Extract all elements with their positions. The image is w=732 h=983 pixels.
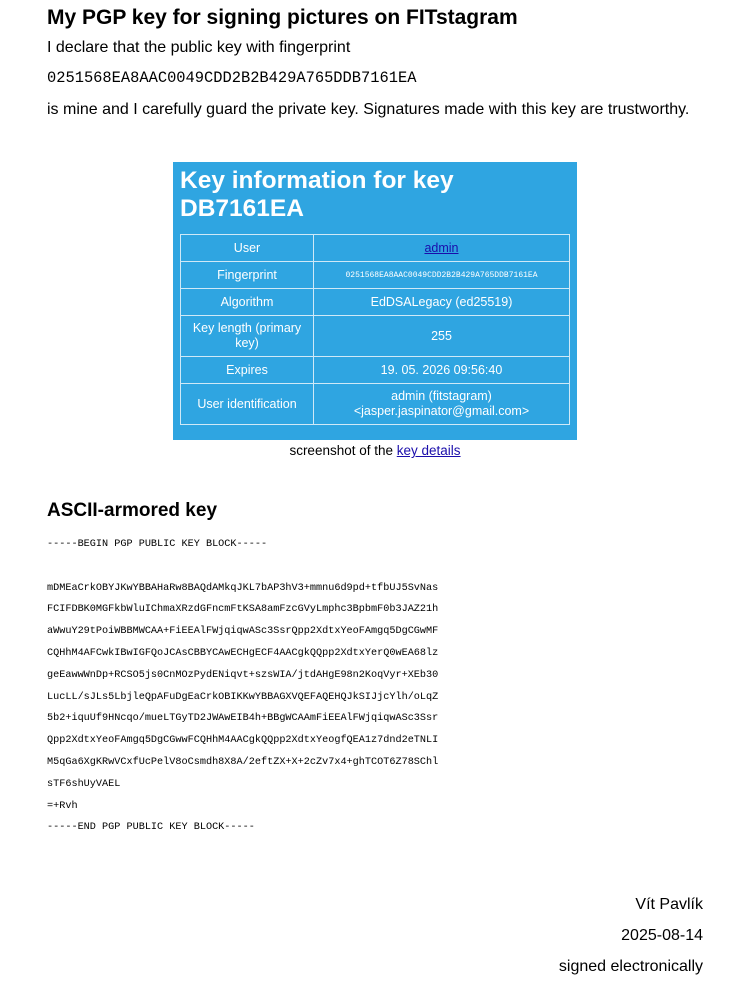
signature-note: signed electronically [558, 958, 703, 975]
row-value-user-identification [314, 384, 570, 425]
key-details-link[interactable]: key details [396, 443, 461, 458]
signature-date: 2025-08-14 [621, 927, 703, 944]
table-row-fingerprint [181, 262, 570, 289]
table-row-algorithm [181, 289, 570, 316]
ascii-armor-heading: ASCII-armored key [47, 500, 218, 521]
armor-line: M5qGa6XgKRwVCxfUcPelV8oCsmdh8X8A/2eftZX+X+2cZv7x4+ghTCOT6Z78SChl [47, 756, 439, 768]
user-link[interactable]: admin [424, 240, 459, 255]
armor-line: -----BEGIN PGP PUBLIC KEY BLOCK----- [47, 539, 268, 550]
fingerprint-text: 0251568EA8AAC0049CDD2B2B429A765DDB7161EA [47, 69, 417, 87]
armor-line: 5b2+iquUf9HNcqo/mueLTGyTD2JWAwEIB4h+BBgWCAAmFiEEAlFWjqiqwASc3Ssr [47, 713, 439, 725]
ascii-armored-key [47, 534, 438, 839]
declaration-text: I declare that the public key with fingerprint [47, 39, 351, 56]
row-label-user: User [181, 235, 314, 262]
page-title: My PGP key for signing pictures on FITstagram [47, 6, 518, 29]
row-label-key-length: Key length (primary key) [181, 316, 314, 357]
caption-text: screenshot of the [289, 443, 397, 458]
figure-caption [173, 443, 577, 458]
user-id-email: <jasper.jaspinator@gmail.com> [353, 404, 530, 418]
signature-name: Vít Pavlík [635, 896, 703, 913]
row-value-key-length: 255 [314, 316, 570, 357]
armor-line: -----END PGP PUBLIC KEY BLOCK----- [47, 822, 255, 834]
row-value-fingerprint: 0251568EA8AAC0049CDD2B2B429A765DDB7161EA [314, 262, 570, 289]
table-row-expires [181, 357, 570, 384]
armor-line: =+Rvh [47, 800, 78, 812]
armor-line: mDMEaCrkOBYJKwYBBAHaRw8BAQdAMkqJKL7bAP3hV3+mmnu6d9pd+tfbUJ5SvNas [47, 582, 439, 594]
armor-line: Qpp2XdtxYeoFAmgq5DgCGwwFCQHhM4AACgkQQpp2XdtxYeogfQEA1z7dnd2eTNLI [47, 735, 439, 747]
user-id-name: admin (fitstagram) [391, 389, 492, 403]
table-row-user [181, 235, 570, 262]
armor-line: CQHhM4AFCwkIBwIGFQoJCAsCBBYCAwECHgECF4AACgkQQpp2XdtxYerQ0wEA68lz [47, 647, 439, 659]
row-value-user [314, 235, 570, 262]
row-value-expires: 19. 05. 2026 09:56:40 [314, 357, 570, 384]
screenshot-title: Key information for key DB7161EA [180, 167, 454, 222]
armor-line: LucLL/sJLs5LbjleQpAFuDgEaCrkOBIKKwYBBAGXVQEFAQEHQJkSIJjcYlh/oLqZ [47, 691, 439, 703]
table-row-key-length [181, 316, 570, 357]
key-details-screenshot [173, 162, 577, 440]
row-label-fingerprint: Fingerprint [181, 262, 314, 289]
key-info-table [180, 234, 570, 425]
armor-line: sTF6shUyVAEL [47, 778, 121, 790]
ownership-statement: is mine and I carefully guard the private key. Signatures made with this key are trustworthy. [47, 101, 690, 118]
row-label-user-identification: User identification [181, 384, 314, 425]
table-row-user-identification [181, 384, 570, 425]
row-label-algorithm: Algorithm [181, 289, 314, 316]
armor-line: aWwuY29tPoiWBBMWCAA+FiEEAlFWjqiqwASc3SsrQpp2XdtxYeoFAmgq5DgCGwMF [47, 626, 439, 638]
row-value-algorithm: EdDSALegacy (ed25519) [314, 289, 570, 316]
row-label-expires: Expires [181, 357, 314, 384]
armor-line: geEawwWnDp+RCSO5js0CnMOzPydENiqvt+szsWIA/jtdAHgE98n2KoqVyr+XEb30 [47, 669, 439, 681]
key-details-figure [173, 162, 577, 458]
armor-line: FCIFDBK0MGFkbWluIChmaXRzdGFncmFtKSA8amFzcGVyLmphc3BpbmF0b3JAZ21h [47, 604, 439, 616]
